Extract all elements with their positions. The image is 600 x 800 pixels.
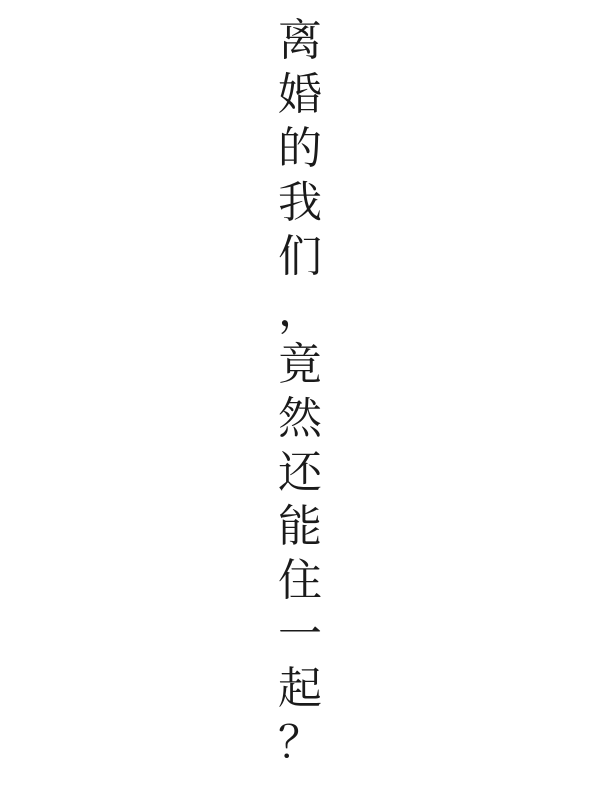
- title-character: 起: [278, 663, 322, 714]
- title-character: 们: [278, 231, 322, 282]
- title-character: 还: [278, 447, 322, 498]
- title-character: ？: [278, 717, 322, 768]
- title-character: 的: [278, 123, 322, 174]
- title-character: 婚: [278, 69, 322, 120]
- title-character: 我: [278, 177, 322, 228]
- title-character: 离: [278, 15, 322, 66]
- title-character: 住: [278, 555, 322, 606]
- title-character: 然: [278, 393, 322, 444]
- title-character: 一: [278, 609, 322, 660]
- title-character: 能: [278, 501, 322, 552]
- title-character: ，: [278, 285, 322, 336]
- title-character: 竟: [278, 339, 322, 390]
